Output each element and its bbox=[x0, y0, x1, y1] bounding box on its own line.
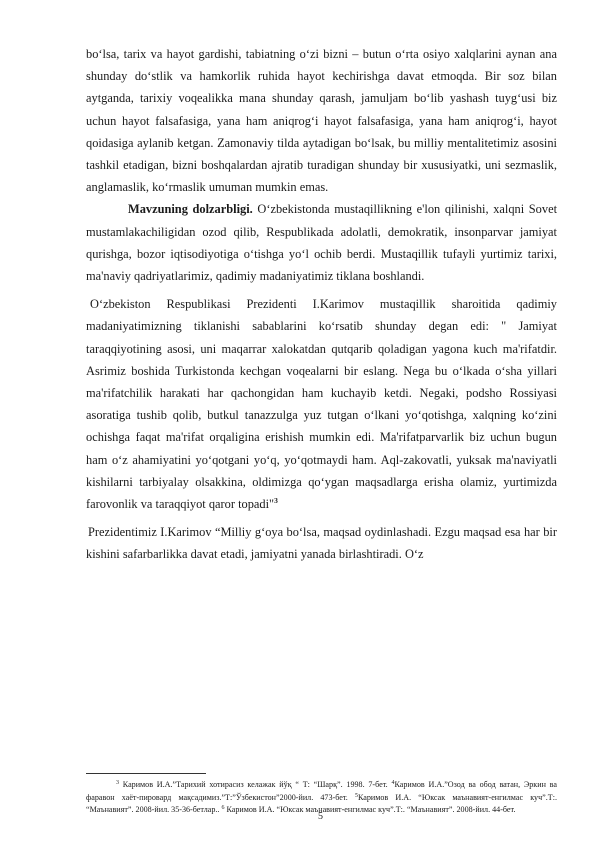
footnote-5: Каримов И.А. “Юксак маънавият-енгилмас куч”.Т:. “Маънавият”. 2008-йил. 35-36-бетлар.. bbox=[86, 792, 557, 815]
relevance-heading: Mavzuning dolzarbligi. bbox=[128, 202, 253, 217]
relevance-body: O‘zbekistonda mustaqillikning e'lon qilinishi, xalqni Sovet mustamlakachiligidan ozod qilib, Respublikada adolatli, demokratik, insonparvar jamiyat qurishga, bozor iqtisodiyotiga o‘tishga yo‘l ochib berdi. Mustaqillik tufayli yurtimiz tarixi, ma'naviy qadriyatlarimiz, qadimiy madaniyatimiz tiklana boshlandi. bbox=[86, 202, 558, 284]
footnote-3: Каримов И.А.”Тарихий хотирасиз келажак йўқ “ Т: “Шарқ”. 1998. 7-бет. bbox=[119, 780, 392, 789]
footnote-number-5: 5 bbox=[354, 792, 358, 799]
footnote-number-6: 6 bbox=[221, 805, 225, 812]
footnote-4: Каримов И.А.”Озод ва обод ватан, Эркин ва фаравон хаёт-пировард мақсадимиз.”Т:”Ўзбекистон”2000-йил. 473-бет. bbox=[86, 780, 557, 802]
quote-text: O‘zbekiston Respublikasi Prezidenti I.Karimov mustaqillik sharoitida qadimiy madaniyatimizning tiklanishi sabablarini ko‘rsatib shunday degan edi: " Jamiyat taraqqiyotining asosi, uni maqarrar xalokatdan qutqarib qoladigan yagona kuch ma'rifatdir. Asrimiz boshida Turkistonda kechgan voqealarni bir eslang. Nega bu o‘lkada o‘sha yillari ma'rifatchilik harakati har qachongidan ham kuchayib ketdi. Negaki, podsho Rossiyasi asoratiga tushib qolib, butkul tanazzulga yuz tutgan o‘lkani yo‘qotishga, xalqning ko‘zini ochishga faqat ma'rifat orqaligina erishish mumkin edi. Ma'rifatparvarlik biz uchun bugun ham o‘z ahamiyatini yo‘qotgani yo‘q, yo‘qotmaydi ham. Aql-zakovatli, yuksak ma'naviyatli kishilarni tarbiyalay olsakkina, oldimizga qo‘ygan maqsadlarga erisha olamiz, yurtimizda farovonlik va taraqqiyot qaror topadi" bbox=[86, 297, 557, 512]
footnote-number-3: 3 bbox=[116, 780, 119, 786]
paragraph-karimov-quote bbox=[86, 293, 557, 515]
paragraph-relevance bbox=[86, 198, 557, 287]
footnote-ref-3: 3 bbox=[274, 495, 278, 505]
footnote-divider bbox=[86, 773, 206, 774]
paragraph-national-idea: Prezidentimiz I.Karimov “Milliy g‘oya bo‘lsa, maqsad oydinlashadi. Ezgu maqsad esa har bir kishini safarbarlikka davat etadi, jamiyatni yanada birlashtiradi. O‘z bbox=[86, 525, 557, 562]
footnote-6: Каримов И.А. “Юксак маънавият-енгилмас куч”.Т:. “Маънавият”. 2008-йил. 44-бет. bbox=[224, 805, 516, 815]
main-text bbox=[86, 43, 557, 566]
footnote-number-4: 4 bbox=[391, 780, 395, 786]
paragraph-intro: bo‘lsa, tarix va hayot gardishi, tabiatning o‘zi bizni – butun o‘rta osiyo xalqlarini aynan ana shunday do‘stlik va hamkorlik ruhida hayot kechirishga davat etmoqda. Bir soz bilan aytganda, tarixiy voqealikka mana shunday qarash, jamuljam bo‘lib yashash tuyg‘usi biz uchun hayot falsafasiga, yana ham aniqrog‘i hayot falsafasiga, yana ham aniqrog‘i, hayot qoidasiga aylanib ketgan. Zamonaviy tilda aytadigan bo‘lsak, bu milliy mentalitetimiz asosini tashkil etadigan, bizni boshqalardan ajratib turadigan shunday bir xususiyatki, uni sezmaslik, anglamaslik, ko‘rmaslik umuman mumkin emas. bbox=[86, 47, 557, 195]
page-number: 5 bbox=[318, 811, 323, 822]
